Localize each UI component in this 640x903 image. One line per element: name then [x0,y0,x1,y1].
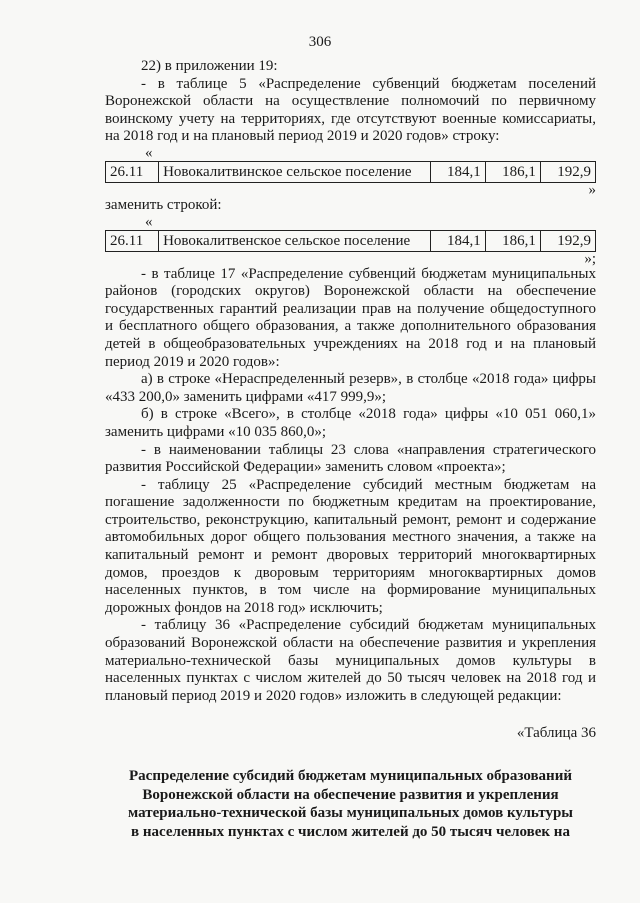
heading-line: материально-технической базы муниципальных домов культуры [127,805,574,821]
paragraph-table25: - таблицу 25 «Распределение субсидий местным бюджетам на погашение задолженности по бюджетным кредитам на проектирование, строительство, реконструкцию, капитальный ремонт, ремонт и содержание автомобильных дорог общего пользования местного значения, а также на капитальный ремонт и ремонт дворовых территорий многоквартирных домов, проездов к дворовым территориям многоквартирных домов населенных пунктов, в том числе на формирование муниципальных дорожных фондов на 2018 год» исключить; [105,476,596,616]
old-row-table [105,161,596,183]
row-value-2019: 186,1 [485,230,540,251]
row-code: 26.11 [106,230,159,251]
row-value-2020: 192,9 [540,161,595,182]
table-36-heading [97,767,604,841]
replace-text: заменить строкой: [105,196,222,213]
paragraph-item-b: б) в строке «Всего», в столбце «2018 года» цифры «10 051 060,1» заменить цифрами «10 035 860,0»; [105,406,596,440]
row-name: Новокалитвенское сельское поселение [159,230,431,251]
open-quote-2: « [145,213,153,230]
new-row-table [105,230,596,252]
table-36-label: «Таблица 36 [516,725,596,742]
paragraph-table23: - в наименовании таблицы 23 слова «направления стратегического развития Российской Федерации» заменить словом «проекта»; [105,441,596,476]
row-value-2019: 186,1 [485,161,540,182]
paragraph-table17: - в таблице 17 «Распределение субвенций бюджетам муниципальных районов (городских округов) Воронежской области на обеспечение государственных гарантий реализации прав на получение общедоступного и бесплатного общего образования, а также дополнительного образования детей в общеобразовательных учреждениях на 2018 год и на плановый период 2019 и 2020 годов»: [105,265,596,370]
row-value-2020: 192,9 [540,230,595,251]
row-value-2018: 184,1 [430,230,485,251]
paragraph-table5: - в таблице 5 «Распределение субвенций бюджетам поселений Воронежской области на осуществление полномочий по первичному воинскому учету на территориях, где отсутствуют военные комиссариаты, на 2018 год и на плановый период 2019 и 2020 годов» строку: [105,75,596,145]
paragraph-table36: - таблицу 36 «Распределение субсидий бюджетам муниципальных образований Воронежской области на обеспечение развития и укрепления материально-технической базы муниципальных домов культуры в населенных пунктах с числом жителей до 50 тысяч человек на 2018 год и плановый период 2019 и 2020 годов» изложить в следующей редакции: [105,617,596,704]
row-name: Новокалитвинское сельское поселение [159,161,431,182]
page-number: 306 [308,34,332,50]
table-row [106,161,596,182]
heading-line: Воронежской области на обеспечение развития и укрепления [142,786,559,803]
intro-line: 22) в приложении 19: [141,58,278,74]
heading-line: в населенных пунктах с числом жителей до 50 тысяч человек на [131,823,570,840]
paragraph-item-a: а) в строке «Нераспределенный резерв», в столбце «2018 года» цифры «433 200,0» заменить цифрами «417 999,9»; [105,371,596,405]
close-quote-1: » [588,181,596,198]
row-value-2018: 184,1 [430,161,485,182]
open-quote-1: « [145,144,153,161]
heading-line: Распределение субсидий бюджетам муниципальных образований [129,768,572,784]
row-code: 26.11 [106,161,159,182]
table-row [106,230,596,251]
close-quote-2: »; [584,250,596,267]
document-body [105,58,596,841]
